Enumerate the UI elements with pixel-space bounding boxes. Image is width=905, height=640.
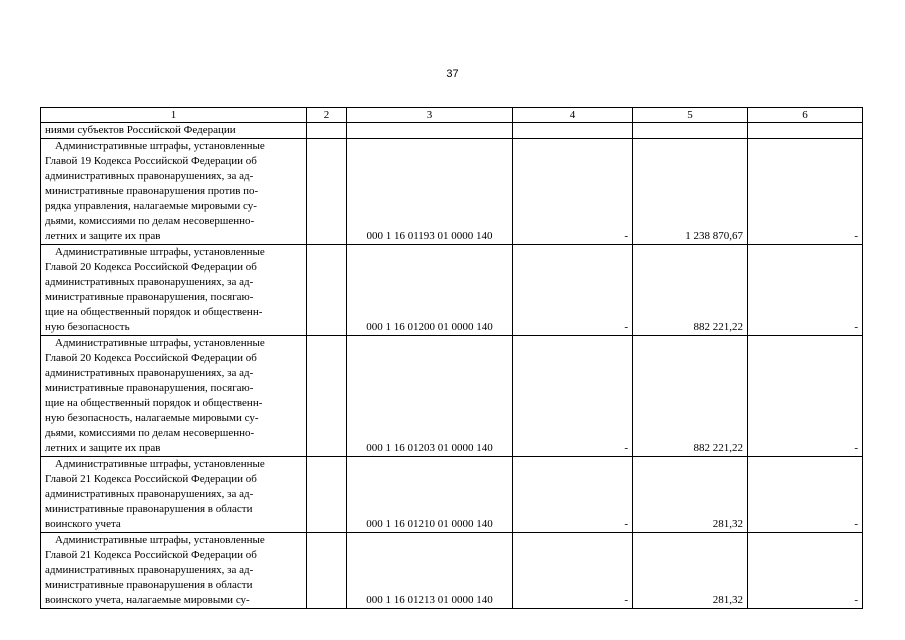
description-line: ную безопасность, налагаемые мировыми су-	[45, 412, 259, 424]
description-line: Административные штрафы, установленные	[55, 246, 265, 258]
description-line: щие на общественный порядок и общественн-	[45, 306, 263, 318]
table-row	[41, 139, 863, 245]
page-number: 37	[446, 68, 459, 80]
header-col-4: 4	[513, 108, 633, 123]
row-col-5: 281,32	[633, 457, 748, 533]
row-col-6: -	[748, 336, 863, 457]
row-col-2	[307, 139, 347, 245]
row-col-2	[307, 533, 347, 609]
description-line: летних и защите их прав	[45, 442, 161, 454]
cell-empty	[513, 123, 633, 139]
description-line: дьями, комиссиями по делам несовершенно-	[45, 427, 255, 439]
row-col-5: 1 238 870,67	[633, 139, 748, 245]
row-col-4: -	[513, 457, 633, 533]
row-col-6: -	[748, 533, 863, 609]
row-description	[41, 533, 307, 609]
description-line: рядка управления, налагаемые мировыми су-	[45, 200, 257, 212]
row-col-6: -	[748, 457, 863, 533]
description-line: Административные штрафы, установленные	[55, 140, 265, 152]
description-line: министративные правонарушения против по-	[45, 185, 259, 197]
header-col-6: 6	[748, 108, 863, 123]
description-line: Главой 19 Кодекса Российской Федерации об	[45, 155, 257, 167]
description-line: административных правонарушениях, за ад-	[45, 564, 254, 576]
description-line: воинского учета	[45, 518, 121, 530]
row-col-2	[307, 457, 347, 533]
description-line: Главой 21 Кодекса Российской Федерации об	[45, 549, 257, 561]
description-line: Административные штрафы, установленные	[55, 337, 265, 349]
row-col-6: -	[748, 245, 863, 336]
row-col-5: 882 221,22	[633, 245, 748, 336]
description-line: министративные правонарушения, посягаю-	[45, 382, 254, 394]
cell-empty	[347, 123, 513, 139]
table-row	[41, 457, 863, 533]
row-description	[41, 139, 307, 245]
description-line: ную безопасность	[45, 321, 130, 333]
row-col-2	[307, 245, 347, 336]
description-line: Административные штрафы, установленные	[55, 458, 265, 470]
header-col-5: 5	[633, 108, 748, 123]
header-col-1: 1	[41, 108, 307, 123]
row-description	[41, 457, 307, 533]
row-col-2	[307, 336, 347, 457]
row-description	[41, 245, 307, 336]
budget-table	[40, 107, 863, 609]
description-line: летних и защите их прав	[45, 230, 161, 242]
header-col-2: 2	[307, 108, 347, 123]
table-row	[41, 336, 863, 457]
description-line: воинского учета, налагаемые мировыми су-	[45, 594, 250, 606]
header-row	[41, 108, 863, 123]
table-row	[41, 533, 863, 609]
description-line: министративные правонарушения, посягаю-	[45, 291, 254, 303]
row-col-4: -	[513, 245, 633, 336]
cell-empty	[307, 123, 347, 139]
description-line: административных правонарушениях, за ад-	[45, 276, 254, 288]
description-line: щие на общественный порядок и общественн-	[45, 397, 263, 409]
description-line: министративные правонарушения в области	[45, 503, 253, 515]
header-col-3: 3	[347, 108, 513, 123]
description-line: министративные правонарушения в области	[45, 579, 253, 591]
description-line: Главой 20 Кодекса Российской Федерации об	[45, 352, 257, 364]
table-row	[41, 245, 863, 336]
description-line: административных правонарушениях, за ад-	[45, 170, 254, 182]
cell-empty	[633, 123, 748, 139]
description-line: административных правонарушениях, за ад-	[45, 367, 254, 379]
row-col-5: 882 221,22	[633, 336, 748, 457]
row-col-6: -	[748, 139, 863, 245]
description-line: Главой 20 Кодекса Российской Федерации об	[45, 261, 257, 273]
description-line: Главой 21 Кодекса Российской Федерации об	[45, 473, 257, 485]
row-col-5: 281,32	[633, 533, 748, 609]
row-code: 000 1 16 01210 01 0000 140	[347, 457, 513, 533]
description-line: административных правонарушениях, за ад-	[45, 488, 254, 500]
row-col-4: -	[513, 336, 633, 457]
description-line: дьями, комиссиями по делам несовершенно-	[45, 215, 255, 227]
row-code: 000 1 16 01213 01 0000 140	[347, 533, 513, 609]
row-code: 000 1 16 01203 01 0000 140	[347, 336, 513, 457]
cell-empty	[748, 123, 863, 139]
row-col-4: -	[513, 139, 633, 245]
continuation-description: ниями субъектов Российской Федерации	[41, 123, 307, 139]
description-line: Административные штрафы, установленные	[55, 534, 265, 546]
continuation-row	[41, 123, 863, 139]
row-code: 000 1 16 01193 01 0000 140	[347, 139, 513, 245]
row-col-4: -	[513, 533, 633, 609]
row-description	[41, 336, 307, 457]
row-code: 000 1 16 01200 01 0000 140	[347, 245, 513, 336]
